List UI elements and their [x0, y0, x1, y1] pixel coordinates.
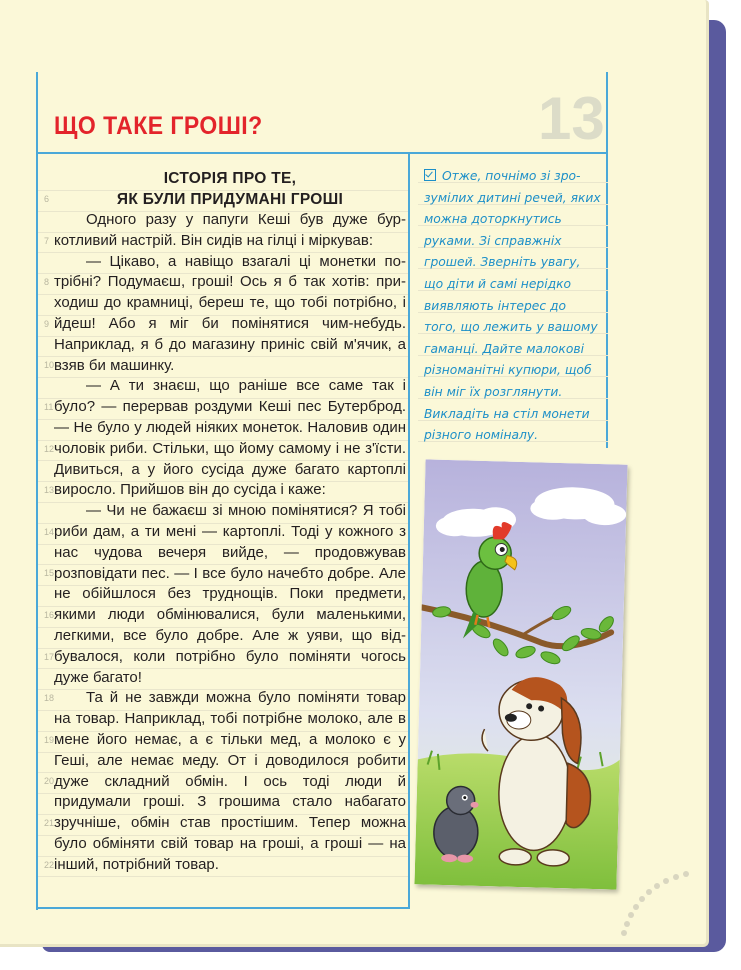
- parrot-dog-mole-illustration: [414, 459, 627, 889]
- line-number: 21: [44, 818, 55, 828]
- parent-note: [424, 166, 602, 447]
- line-number: 15: [44, 568, 55, 579]
- rule-line: [38, 876, 408, 877]
- line-number: 13: [44, 485, 55, 496]
- section-title: ЩО ТАКЕ ГРОШІ?: [54, 112, 263, 140]
- line-number: 19: [44, 734, 55, 745]
- story-heading-1: ІСТОРІЯ ПРО ТЕ,: [163, 170, 297, 187]
- story-heading-2: ЯК БУЛИ ПРИДУМАНІ ГРОШІ: [116, 191, 344, 208]
- story-paragraph: — Цікаво, а навіщо взагалі ці монетки потрібні? Подумаєш, гроші! Ось я б так хотів: приходиш до крамниці, береш те, що тобі потрібно, і йдеш! Або я міг би помінятися чим-небудь. Наприклад, я б до магазину приніс свій м'ячик, а взяв би машинку.: [54, 252, 406, 374]
- decorative-dots: [616, 868, 696, 938]
- line-number: 8: [44, 277, 50, 288]
- line-number: 6: [44, 194, 50, 204]
- page-number: 13: [538, 85, 605, 152]
- illustration-svg: [414, 459, 627, 889]
- line-number: 7: [44, 235, 50, 246]
- story-paragraph: — А ти знаєш, що раніше все саме так і було? — перервав роздуми Кеші пес Бутерброд. — Не було у людей ніяких монеток. Наловив один чоловік риби. Стільки, що йому самому і не з'їсти. Дивиться, а у його сусіда дуже багато картоплі виросло. Прийшов він до сусіда і каже:: [54, 377, 406, 499]
- story-paragraph: Одного разу у папуги Кеші був дуже буркотливий настрій. Він сидів на гілці і міркував:: [54, 211, 406, 249]
- line-number: 12: [44, 443, 55, 454]
- story-text: [54, 168, 406, 876]
- header-rule: [36, 152, 608, 154]
- line-number: 18: [44, 693, 55, 704]
- line-number: 20: [44, 776, 55, 787]
- line-number: 14: [44, 526, 55, 537]
- line-number: 22: [44, 859, 55, 870]
- line-number: 17: [44, 651, 55, 662]
- column-divider-line: [408, 152, 410, 908]
- line-number: 11: [44, 402, 54, 412]
- footer-rule: [36, 907, 410, 909]
- story-paragraph: Та й не завжди можна було поміняти товар на товар. Наприклад, тобі потрібне молоко, але в мене його немає, а є тільки мед, а молоко є у Геші, але немає меду. От і доводилося робити дуже складний обмін. І ось тоді люди й придумали гроші. З грошима стало набагато зручніше, обмін став простішим. Тепер можна було обміняти свій товар на гроші, а гроші — на інший, потрібний товар.: [54, 689, 406, 873]
- line-number: 10: [44, 360, 55, 371]
- checkbox-icon: [424, 169, 436, 181]
- line-number: 16: [44, 610, 55, 620]
- story-paragraph: — Чи не бажаєш зі мною помінятися? Я тобі риби дам, а ти мені — картоплі. Тоді у кожного з нас чудова вечеря вийде, — продовжував розповідати пес. — І все було начебто добре. Але не обійшлося без труднощів. Поки предмети, якими люди обмінювалися, були маленькими, легкими, все було добре. Але ж уяви, що відбувалося, коли потрібно було поміняти чогось дуже багато!: [54, 502, 406, 686]
- parent-note-text: Отже, почнімо зі зрозумілих дитині речей, яких можна доторкнутись руками. Зі справжніх грошей. Зверніть увагу, що діти й самі нерідко виявляють інтерес до того, що лежить у вашому гаманці. Дайте малокові різноманітні купюри, щоб він міг їх розглянути. Викладіть на стіл монети різного номіналу.: [424, 169, 601, 443]
- line-number: 9: [44, 318, 50, 329]
